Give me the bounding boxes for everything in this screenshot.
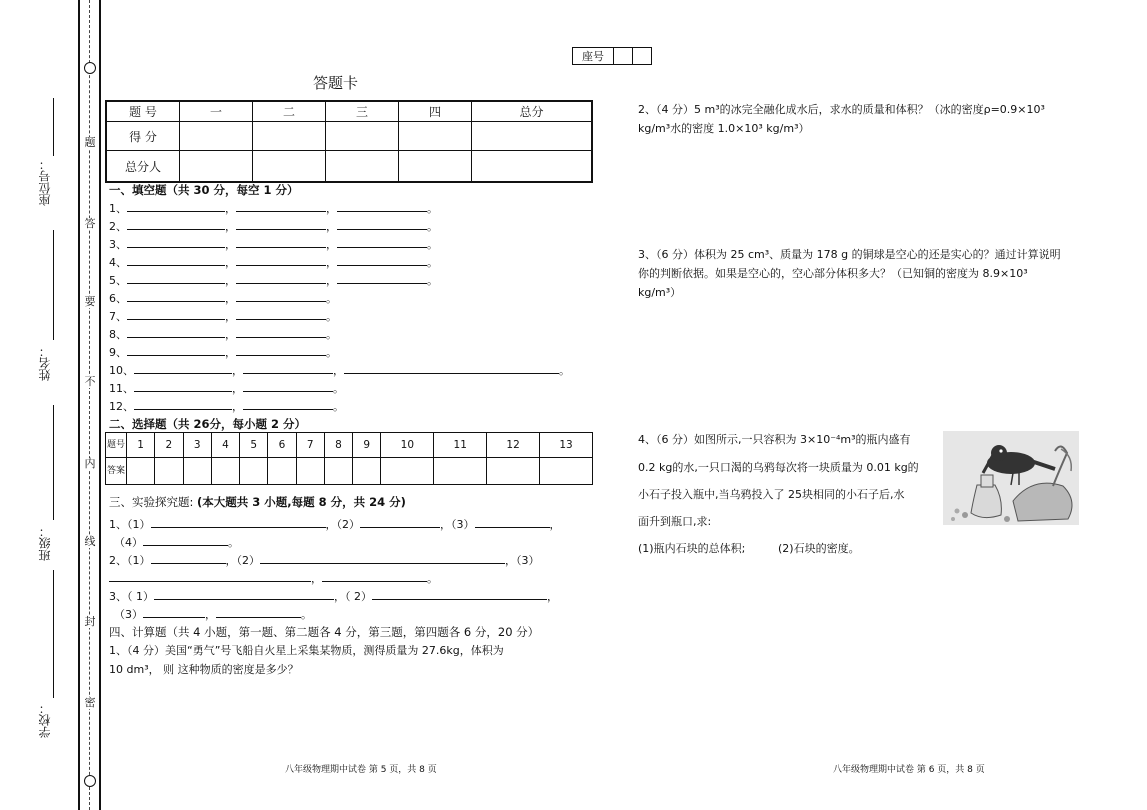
grader-cell[interactable] — [399, 151, 472, 183]
seat-box-cell[interactable] — [633, 48, 652, 65]
section2-title: 二、选择题（共 26分，每小题 2 分） — [109, 417, 307, 431]
score-header: 四 — [399, 101, 472, 122]
calc-q1-line1: 1、（4 分）美国“勇气”号飞船自火星上采集某物质，测得质量为 27.6kg，体积为 — [109, 644, 504, 657]
calc-q2-line2: kg/m³水的密度 1.0×10³ kg/m³） — [638, 122, 810, 135]
fill-item[interactable]: 3、 ， ， 。 — [109, 238, 438, 251]
score-cell[interactable] — [326, 122, 399, 151]
experiment-q3[interactable]: 3、（ 1） ，（ 2） ， — [109, 590, 558, 603]
answer-cell[interactable] — [434, 458, 487, 485]
choice-number: 6 — [268, 433, 296, 458]
fill-item[interactable]: 9、 ， 。 — [109, 346, 337, 359]
section1-title: 一、填空题（共 30 分，每空 1 分） — [109, 183, 299, 197]
seal-char: 内 — [84, 457, 96, 470]
seat-number-label: 座位号： — [38, 158, 52, 206]
choice-row-label: 题号 — [106, 433, 127, 458]
fill-item[interactable]: 2、 ， ， 。 — [109, 220, 438, 233]
seal-char: 线 — [84, 535, 96, 548]
calc-q4-line3: 小石子投入瓶中,当乌鸦投入了 25块相同的小石子后,水 — [638, 488, 905, 501]
score-header: 一 — [180, 101, 253, 122]
fill-item[interactable]: 1、 ， ， 。 — [109, 202, 438, 215]
answer-cell[interactable] — [540, 458, 593, 485]
seal-circle-icon — [84, 62, 96, 74]
choice-number: 4 — [211, 433, 239, 458]
name-label: 姓名： — [38, 345, 52, 381]
choice-number: 2 — [155, 433, 183, 458]
calc-q1-line2: 10 dm³， 则 这种物质的密度是多少？ — [109, 663, 299, 676]
margin-border-line — [78, 0, 80, 810]
choice-number: 3 — [183, 433, 211, 458]
calc-q4-line1: 4、（6 分）如图所示,一只容积为 3×10⁻⁴m³的瓶内盛有 — [638, 433, 911, 446]
page-title: 答题卡 — [313, 74, 359, 92]
choice-number: 13 — [540, 433, 593, 458]
seal-char: 不 — [84, 375, 96, 388]
seal-char: 答 — [84, 217, 96, 230]
fill-item[interactable]: 6、 ， 。 — [109, 292, 337, 305]
choice-number: 12 — [487, 433, 540, 458]
score-table — [105, 100, 593, 183]
calc-q4-line4: 面升到瓶口,求: — [638, 515, 712, 528]
answer-cell[interactable] — [127, 458, 155, 485]
choice-number: 8 — [324, 433, 352, 458]
calc-q2-line1: 2、（4 分）5 m³的冰完全融化成水后，求水的质量和体积？（冰的密度ρ=0.9×10³ — [638, 103, 1045, 116]
choice-number: 5 — [240, 433, 268, 458]
seat-box-label: 座号 — [573, 48, 614, 65]
section3-title — [109, 494, 406, 510]
score-cell[interactable] — [472, 122, 593, 151]
choice-number: 10 — [381, 433, 434, 458]
score-header: 总分 — [472, 101, 593, 122]
seal-char: 题 — [84, 136, 96, 149]
margin-border-line — [99, 0, 101, 810]
choice-number: 11 — [434, 433, 487, 458]
seal-char: 密 — [84, 696, 96, 709]
score-header: 题 号 — [106, 101, 180, 122]
grader-cell[interactable] — [472, 151, 593, 183]
section4-title: 四、计算题（共 4 小题，第一题、第二题各 4 分，第三题，第四题各 6 分，20 分） — [109, 625, 540, 639]
seat-box-cell[interactable] — [614, 48, 633, 65]
class-label: 班级： — [38, 525, 52, 561]
school-label: 学校： — [38, 702, 52, 738]
name-field[interactable] — [53, 230, 54, 340]
footer-left: 八年级物理期中试卷 第 5 页，共 8 页 — [285, 765, 437, 775]
grader-cell[interactable] — [180, 151, 253, 183]
answer-cell[interactable] — [324, 458, 352, 485]
score-cell[interactable] — [180, 122, 253, 151]
choice-number: 1 — [127, 433, 155, 458]
seat-box — [572, 47, 652, 65]
seat-number-field[interactable] — [53, 98, 54, 156]
fill-item[interactable]: 8、 ， 。 — [109, 328, 337, 341]
experiment-q1-4[interactable]: （4） 。 — [114, 536, 239, 549]
score-row-label: 得 分 — [106, 122, 180, 151]
score-header: 二 — [253, 101, 326, 122]
answer-cell[interactable] — [155, 458, 183, 485]
fill-item[interactable]: 12、 ， 。 — [109, 400, 344, 413]
calc-q4-sub2: (2)石块的密度。 — [778, 542, 860, 555]
answer-cell[interactable] — [240, 458, 268, 485]
calc-q3-line1: 3、（6 分）体积为 25 cm³、质量为 178 g 的铜球是空心的还是实心的？通过计算说明 — [638, 248, 1061, 261]
crow-bottle-illustration — [943, 431, 1079, 525]
grader-row-label: 总分人 — [106, 151, 180, 183]
answer-cell[interactable] — [211, 458, 239, 485]
experiment-q2-line2[interactable]: ， 。 — [109, 570, 438, 586]
section3-title-bold: (本大题共 3 小题,每题 8 分，共 24 分) — [197, 495, 406, 509]
choice-table — [105, 432, 593, 485]
answer-cell[interactable] — [183, 458, 211, 485]
answer-cell[interactable] — [296, 458, 324, 485]
seal-char: 封 — [84, 615, 96, 628]
seal-dashed-line — [89, 0, 90, 810]
experiment-q3-line2[interactable]: （3） ， 。 — [114, 608, 312, 621]
answer-cell[interactable] — [381, 458, 434, 485]
grader-cell[interactable] — [253, 151, 326, 183]
class-field[interactable] — [53, 405, 54, 520]
calc-q3-line3: kg/m³） — [638, 286, 682, 299]
fill-item[interactable]: 4、 ， ， 。 — [109, 256, 438, 269]
footer-right: 八年级物理期中试卷 第 6 页，共 8 页 — [833, 765, 985, 775]
answer-cell[interactable] — [353, 458, 381, 485]
experiment-q1[interactable]: 1、（1） ，（2） ，（3） ， — [109, 518, 561, 531]
score-cell[interactable] — [399, 122, 472, 151]
calc-q4-line2: 0.2 kg的水,一只口渴的乌鸦每次将一块质量为 0.01 kg的 — [638, 461, 919, 474]
fill-item[interactable]: 5、 ， ， 。 — [109, 274, 438, 287]
experiment-q2[interactable]: 2、（1） ，（2） ，（3） — [109, 554, 540, 567]
section3-title-prefix: 三、实验探究题: — [109, 495, 198, 509]
fill-item[interactable]: 10、 ， ， 。 — [109, 364, 570, 377]
seal-circle-icon — [84, 775, 96, 787]
choice-row-label: 答案 — [106, 458, 127, 485]
school-field[interactable] — [53, 570, 54, 698]
choice-number: 7 — [296, 433, 324, 458]
calc-q4-sub1: (1)瓶内石块的总体积; — [638, 542, 746, 555]
answer-cell[interactable] — [487, 458, 540, 485]
fill-item[interactable]: 11、 ， 。 — [109, 382, 344, 395]
answer-cell[interactable] — [268, 458, 296, 485]
seal-char: 要 — [84, 295, 96, 308]
grader-cell[interactable] — [326, 151, 399, 183]
choice-number: 9 — [353, 433, 381, 458]
fill-item[interactable]: 7、 ， 。 — [109, 310, 337, 323]
calc-q3-line2: 你的判断依据。如果是空心的，空心部分体积多大？（已知铜的密度为 8.9×10³ — [638, 267, 1028, 280]
score-cell[interactable] — [253, 122, 326, 151]
score-header: 三 — [326, 101, 399, 122]
